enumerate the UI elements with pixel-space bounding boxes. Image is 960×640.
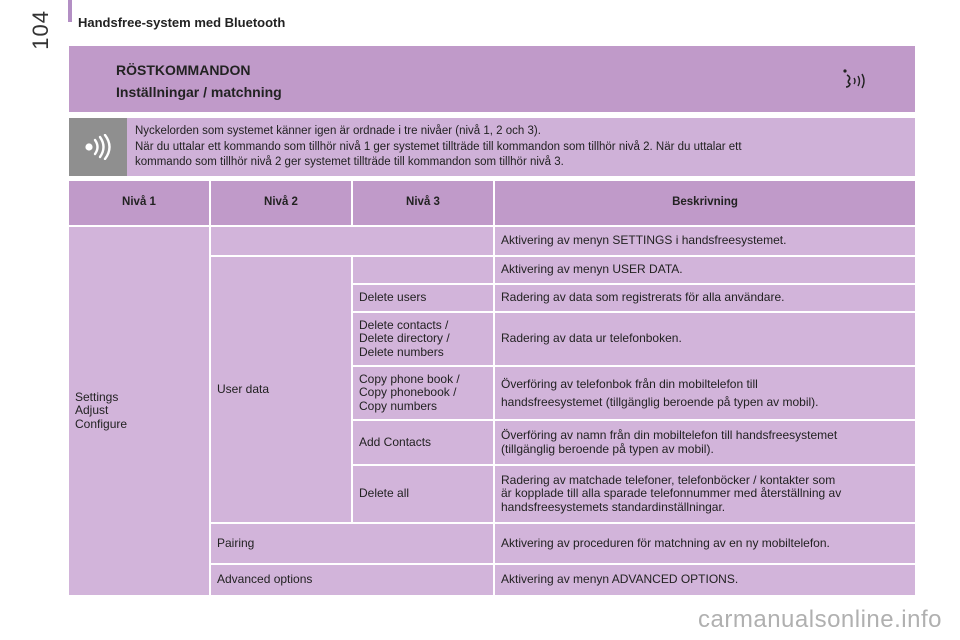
desc-add-contacts (495, 421, 915, 464)
running-header: Handsfree-system med Bluetooth (78, 15, 286, 30)
level1-command: Adjust (75, 403, 109, 418)
cell-pairing: Pairing (211, 524, 493, 563)
desc-delete-users: Radering av data som registrerats för alla användare. (495, 285, 915, 311)
desc-line: är kopplade till alla sparade telefonnummer med återställning av (501, 486, 842, 501)
section-subtitle: Inställningar / matchning (116, 84, 282, 100)
intro-line: Nyckelorden som systemet känner igen är ordnade i tre nivåer (nivå 1, 2 och 3). (135, 125, 541, 137)
intro-text (135, 124, 905, 171)
level3-line: Copy numbers (359, 398, 438, 413)
level3-line: Copy phone book / (359, 371, 460, 386)
section-title-band (69, 46, 915, 112)
level1-command: Settings (75, 389, 119, 404)
header-level-3: Nivå 3 (353, 181, 493, 225)
level3-line: Delete contacts / (359, 317, 449, 332)
desc-line: handsfreesystemets standardinställningar. (501, 499, 726, 514)
level3-line: Delete directory / (359, 331, 450, 346)
cell-advanced-options: Advanced options (211, 565, 493, 595)
side-accent-bar (68, 0, 72, 22)
cell-level2-user-data: User data (211, 257, 351, 522)
cell-empty (353, 257, 493, 283)
cell-copy-phone-book (353, 367, 493, 419)
intro-line: När du uttalar ett kommando som tillhör nivå 1 ger systemet tillträde till kommandon som tillhör nivå 2. När du uttalar ett (135, 140, 742, 153)
level3-line: Copy phonebook / (359, 385, 457, 400)
desc-advanced-options: Aktivering av menyn ADVANCED OPTIONS. (495, 565, 915, 595)
header-level-2: Nivå 2 (211, 181, 351, 225)
header-description: Beskrivning (495, 181, 915, 225)
desc-line: Överföring av telefonbok från din mobiltelefon till (501, 377, 758, 391)
intro-box (69, 118, 915, 176)
desc-delete-contacts: Radering av data ur telefonboken. (495, 313, 915, 365)
desc-copy-phone-book (495, 367, 915, 419)
section-title: RÖSTKOMMANDON (116, 62, 251, 78)
header-level-1: Nivå 1 (69, 181, 209, 225)
page-number: 104 (28, 10, 53, 50)
commands-table (69, 181, 915, 593)
level3-line: Delete numbers (359, 344, 444, 359)
voice-command-icon (841, 68, 867, 92)
desc-pairing: Aktivering av proceduren för matchning av en ny mobiltelefon. (495, 524, 915, 563)
desc-line: Radering av matchade telefoner, telefonböcker / kontakter som (501, 472, 836, 487)
cell-level1-settings (69, 227, 209, 595)
desc-delete-all (495, 466, 915, 522)
desc-user-data: Aktivering av menyn USER DATA. (495, 257, 915, 283)
intro-line: kommando som tillhör nivå 2 ger systemet tillträde till kommandon som tillhör nivå 3. (135, 156, 564, 168)
desc-settings: Aktivering av menyn SETTINGS i handsfreesystemet. (495, 227, 915, 255)
cell-delete-all: Delete all (353, 466, 493, 522)
desc-line: handsfreesystemet (tillgänglig beroende på typen av mobil). (501, 395, 819, 409)
level1-command: Configure (75, 416, 128, 431)
cell-empty (211, 227, 493, 255)
desc-line: (tillgänglig beroende på typen av mobil). (501, 441, 714, 456)
cell-delete-contacts (353, 313, 493, 365)
speaker-waves-icon (69, 118, 127, 176)
speaker-waves-glyph (81, 134, 115, 160)
cell-add-contacts: Add Contacts (353, 421, 493, 464)
watermark: carmanualsonline.info (698, 606, 942, 633)
cell-delete-users: Delete users (353, 285, 493, 311)
desc-line: Överföring av namn från din mobiltelefon till handsfreesystemet (501, 428, 838, 442)
